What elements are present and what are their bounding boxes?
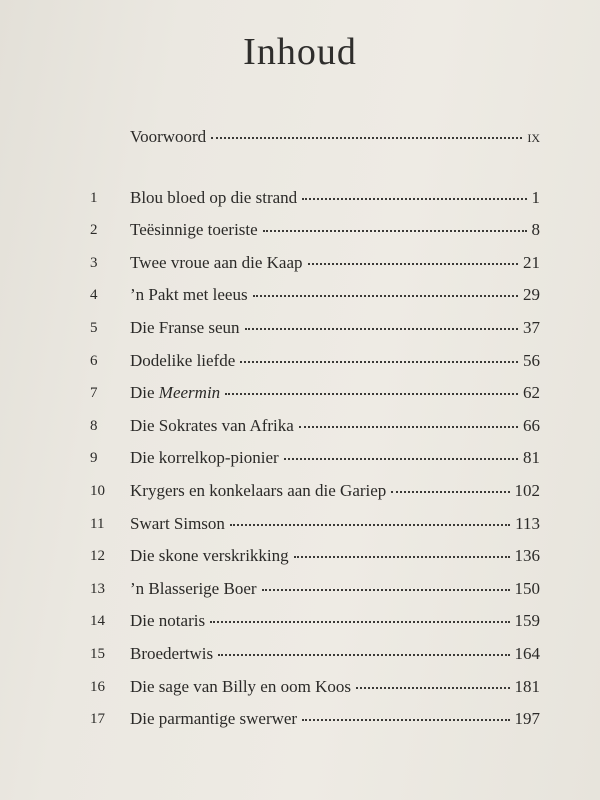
toc-page-number: 62 <box>523 383 540 403</box>
toc-page-number: 164 <box>514 643 540 663</box>
toc-page-number: 37 <box>523 317 540 337</box>
toc-entry-title: Twee vroue aan die Kaap <box>130 252 303 272</box>
toc-entry-title: Voorwoord <box>130 127 207 146</box>
toc-entry-title: Dodelike liefde <box>130 350 236 370</box>
toc-row <box>90 184 540 217</box>
toc-row <box>90 412 540 445</box>
toc-page-number: 102 <box>514 480 540 500</box>
chapter-number: 7 <box>90 385 98 402</box>
dot-leader <box>263 230 527 232</box>
toc-entry-title: Teësinnige toeriste <box>130 220 258 240</box>
toc-page-number: 81 <box>523 448 540 468</box>
toc-entry-title: ’n Pakt met leeus <box>130 285 248 305</box>
toc-entry-title-prefix: Die <box>130 383 159 403</box>
dot-leader <box>245 328 518 330</box>
chapter-number: 2 <box>90 222 98 239</box>
toc-row <box>90 216 540 249</box>
chapter-number: 6 <box>90 352 98 369</box>
chapter-number: 11 <box>90 515 105 532</box>
dot-leader <box>210 621 509 623</box>
toc-page-number: 29 <box>523 285 540 305</box>
toc-row-preface <box>90 123 540 156</box>
table-of-contents <box>90 123 540 738</box>
toc-entry-title: Broedertwis <box>130 643 214 663</box>
toc-page-number: 1 <box>531 187 540 207</box>
toc-row <box>90 542 540 575</box>
toc-page-number: 66 <box>523 415 540 435</box>
toc-row <box>90 607 540 640</box>
chapter-number: 4 <box>90 287 98 304</box>
toc-entry-title: Die parmantige swerwer <box>130 709 298 729</box>
toc-page-number: 113 <box>515 513 540 533</box>
toc-entry-title: Die notaris <box>130 611 206 631</box>
dot-leader <box>253 295 518 297</box>
chapter-number: 15 <box>90 645 105 662</box>
dot-leader <box>391 491 509 493</box>
toc-page-number: 21 <box>523 252 540 272</box>
dot-leader <box>284 458 518 460</box>
toc-entry-title: Krygers en konkelaars aan die Gariep <box>130 480 387 500</box>
toc-entry-title: Die Sokrates van Afrika <box>130 415 294 435</box>
chapter-number: 10 <box>90 482 105 499</box>
toc-row <box>90 249 540 282</box>
toc-page-number: 8 <box>531 220 540 240</box>
dot-leader <box>308 263 519 265</box>
dot-leader <box>302 198 526 200</box>
toc-entry-title: Die korrelkop-pionier <box>130 448 279 468</box>
toc-row <box>90 314 540 347</box>
toc-page-number: 136 <box>514 546 540 566</box>
toc-entry-title: Blou bloed op die strand <box>130 187 298 207</box>
toc-row <box>90 673 540 706</box>
toc-page-number: ix <box>527 127 540 146</box>
toc-entry-title <box>130 383 220 403</box>
toc-entry-title: ’n Blasserige Boer <box>130 578 257 598</box>
toc-row <box>90 510 540 543</box>
toc-row <box>90 347 540 380</box>
toc-entry-title: Die sage van Billy en oom Koos <box>130 676 351 696</box>
toc-row <box>90 477 540 510</box>
toc-page-number: 159 <box>514 611 540 631</box>
toc-entry-title-italic: Meermin <box>158 383 221 403</box>
dot-leader <box>225 393 518 395</box>
chapter-number: 16 <box>90 678 105 695</box>
chapter-number: 17 <box>90 711 105 728</box>
toc-entry-title: Swart Simson <box>130 513 225 533</box>
toc-entry-title: Die Franse seun <box>130 317 240 337</box>
chapter-number: 3 <box>90 254 98 271</box>
dot-leader <box>218 654 509 656</box>
toc-row <box>90 444 540 477</box>
toc-row <box>90 281 540 314</box>
toc-page-number: 150 <box>514 578 540 598</box>
toc-row <box>90 705 540 738</box>
page-title: Inhoud <box>243 31 357 73</box>
toc-row <box>90 575 540 608</box>
chapter-number: 14 <box>90 613 105 630</box>
toc-page-number: 181 <box>514 676 540 696</box>
chapter-number: 9 <box>90 450 98 467</box>
dot-leader <box>294 556 510 558</box>
toc-row <box>90 379 540 412</box>
toc-row <box>90 640 540 673</box>
dot-leader <box>262 589 510 591</box>
dot-leader <box>230 524 510 526</box>
chapter-number: 12 <box>90 548 105 565</box>
chapter-number: 8 <box>90 417 98 434</box>
dot-leader <box>240 361 518 363</box>
chapter-number: 1 <box>90 189 98 206</box>
toc-page-number: 197 <box>514 709 540 729</box>
dot-leader <box>211 137 522 139</box>
toc-page-number: 56 <box>523 350 540 370</box>
chapter-number: 13 <box>90 580 105 597</box>
dot-leader <box>356 687 510 689</box>
toc-entry-title: Die skone verskrikking <box>130 546 289 566</box>
dot-leader <box>299 426 518 428</box>
dot-leader <box>302 719 509 721</box>
chapter-number: 5 <box>90 319 98 336</box>
